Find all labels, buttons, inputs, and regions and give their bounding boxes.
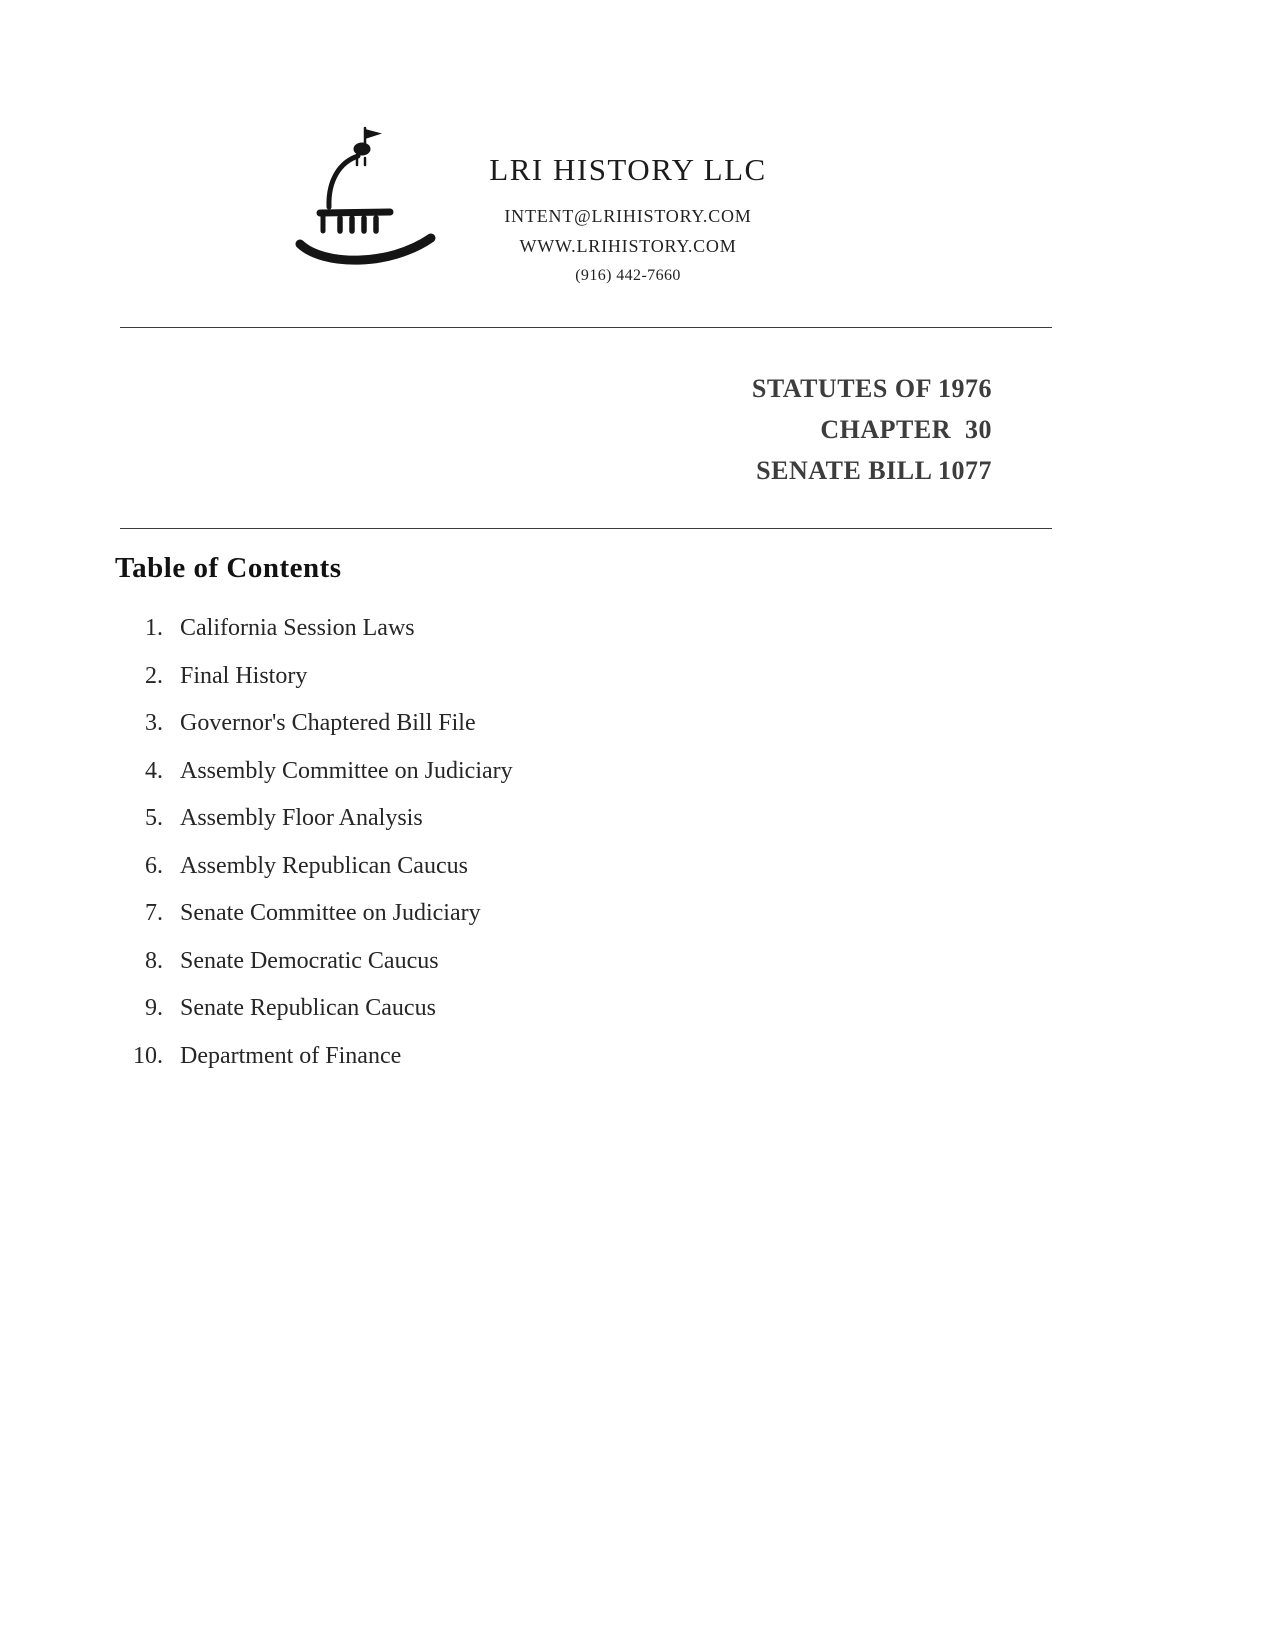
toc-item-label: Assembly Committee on Judiciary [180,757,513,784]
senate-bill-line: SENATE BILL 1077 [756,456,992,485]
toc-item [115,663,1015,711]
toc-item-label: Senate Democratic Caucus [180,947,439,974]
chapter-line: CHAPTER 30 [820,415,992,444]
toc-item-number: 3. [145,710,163,736]
toc-item [115,710,1015,758]
toc-item [115,615,1015,663]
toc-item [115,805,1015,853]
divider-bottom [120,528,1052,529]
toc-item-label: Senate Republican Caucus [180,995,436,1021]
toc-heading: Table of Contents [115,552,342,584]
toc-item [115,900,1015,948]
company-name: LRI HISTORY LLC [489,152,767,187]
toc-item-label: Assembly Floor Analysis [180,805,423,831]
toc-item-number: 10. [133,1042,163,1069]
toc-item-label: Final History [180,662,308,689]
toc-item-label: Governor's Chaptered Bill File [180,710,476,736]
toc-item-number: 5. [145,805,163,831]
toc-item-label: Senate Committee on Judiciary [180,900,481,926]
toc-item-label: Department of Finance [180,1042,402,1069]
company-info [463,122,793,285]
toc-item [115,853,1015,901]
divider-top [120,327,1052,328]
company-website: WWW.LRIHISTORY.COM [519,236,737,256]
toc-item [115,758,1015,806]
toc-list [115,615,1015,1090]
toc-item [115,995,1015,1043]
toc-item-number: 4. [145,757,163,784]
toc-item-number: 7. [145,900,163,926]
toc-item-number: 8. [145,947,163,974]
statutes-line: STATUTES OF 1976 [751,374,992,403]
toc-item-number: 1. [145,615,163,641]
statutes-title-block [120,368,992,491]
company-phone: (916) 442-7660 [575,267,681,284]
company-email: INTENT@LRIHISTORY.COM [504,206,752,226]
toc-item-label: Assembly Republican Caucus [180,852,468,879]
letterhead [295,122,793,285]
toc-item-number: 2. [145,662,163,689]
table-of-contents [115,552,1015,1090]
toc-item [115,948,1015,996]
toc-item-label: California Session Laws [180,615,415,641]
capitol-building-logo-icon [295,122,445,284]
toc-item-number: 9. [145,995,163,1021]
toc-item-number: 6. [145,852,163,879]
toc-item [115,1043,1015,1091]
